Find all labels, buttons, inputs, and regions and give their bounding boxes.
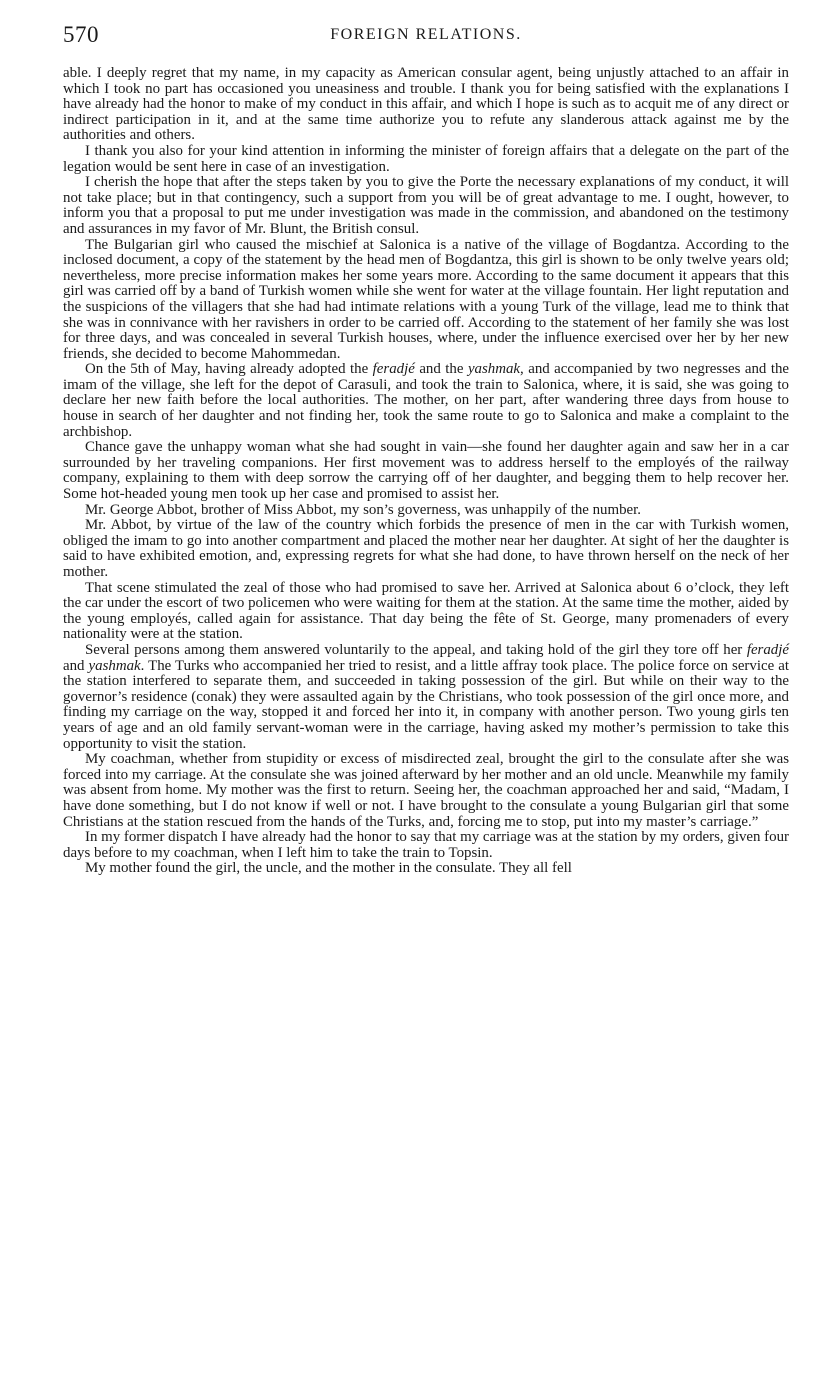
body-paragraph — [63, 175, 789, 237]
page-header — [63, 22, 789, 48]
text-run: Several persons among them answered voluntarily to the appeal, and taking hold of the girl they tore off her — [85, 641, 747, 658]
page-number: 570 — [63, 22, 99, 47]
body-paragraph — [63, 518, 789, 580]
italic-term: feradjé — [746, 641, 789, 658]
text-run: Mr. George Abbot, brother of Miss Abbot, my son’s governess, was unhappily of the number. — [85, 501, 642, 518]
body-paragraph — [63, 503, 789, 519]
text-run: Chance gave the unhappy woman what she had sought in vain—she found her daughter again and saw her in a car surrounded by her traveling companions. Her first movement was to address herself to the employés of the railway company, explaining to them with deep sorrow the carrying off of her daughter, and begging them to help recover her. Some hot-headed young men took up her case and promised to assist her. — [63, 439, 789, 503]
text-run: On the 5th of May, having already adopted the — [85, 361, 373, 378]
body-paragraph — [63, 144, 789, 175]
text-run: able. I deeply regret that my name, in my capacity as American consular agent, being unjustly attached to an affair in which I took no part has occasioned you uneasiness and trouble. I thank you for being satisfied with the explanations I have already had the honor to make of my conduct in this affair, and which I hope is such as to acquit me of any direct or indirect participation in it, and at the same time authorize you to refute any slanderous attack against me by the authorities and others. — [63, 65, 789, 144]
text-run: My coachman, whether from stupidity or excess of misdirected zeal, brought the girl to the consulate after she was forced into my carriage. At the consulate she was joined afterward by her mother and an old uncle. Meanwhile my family was absent from home. My mother was the first to return. Seeing her, the coachman approached her and said, “Madam, I have done something, but I do not know if well or not. I have brought to the consulate a young Bulgarian girl that some Christians at the station rescued from the hands of the Turks, and, forcing me to stop, put into my master’s carriage.” — [63, 751, 789, 830]
italic-term: yashmak — [88, 657, 141, 674]
text-run: and the — [414, 361, 468, 378]
text-run: and — [63, 657, 89, 674]
body-paragraph — [63, 66, 789, 144]
text-run: The Bulgarian girl who caused the mischief at Salonica is a native of the village of Bogdantza. According to the inclosed document, a copy of the statement by the head men of Bogdantza, this girl is shown to be only twelve years old; nevertheless, more precise information makes her some years more. According to the same document it appears that this girl was carried off by a band of Turkish women while she went for water at the village fountain. Her light reputation and the suspicions of the villagers that she had had intimate relations with a young Turk of the village, lead me to think that she was in connivance with her ravishers in order to be carried off. According to the statement of her family she was lost for three days, and was concealed in several Turkish houses, where, under the influence exercised over her by her new friends, she decided to become Mahommedan. — [63, 236, 789, 362]
running-title: FOREIGN RELATIONS. — [330, 26, 522, 43]
body-paragraph — [63, 643, 789, 752]
body-paragraph — [63, 440, 789, 502]
text-run: , and accompanied by two negresses and the imam of the village, she left for the depot of Carasuli, and took the train to Salonica, where, it is said, she was going to declare her new faith before the local authorities. The mother, on her part, after wandering three days from house to house in search of her daughter and not finding her, took the same route to go to Salonica and make a complaint to the archbishop. — [63, 361, 790, 440]
text-run: . The Turks who accompanied her tried to resist, and a little affray took place. The police force on service at the station interfered to separate them, and succeeded in taking possession of the girl. But while on their way to the governor’s residence (conak) they were assaulted again by the Christians, who took possession of the girl once more, and finding my carriage on the way, stopped it and forced her into it, in company with another person. Two young girls ten years of age and an old family servant-woman were in the carriage, having asked my mother’s permission to take this opportunity to visit the station. — [63, 657, 789, 752]
text-run: In my former dispatch I have already had the honor to say that my carriage was at the station by my orders, given four days before to my coachman, when I left him to take the train to Topsin. — [63, 829, 789, 861]
italic-term: feradjé — [372, 361, 415, 378]
body-paragraph — [63, 752, 789, 830]
text-run: Mr. Abbot, by virtue of the law of the country which forbids the presence of men in the car with Turkish women, obliged the imam to go into another compartment and placed the mother near her daughter. At sight of her the daughter is said to have exhibited emotion, and, expressing regrets for what she had done, to have thrown herself on the neck of her mother. — [63, 517, 789, 580]
body-paragraph — [63, 581, 789, 643]
body-paragraph — [63, 362, 789, 440]
text-run: My mother found the girl, the uncle, and the mother in the consulate. They all fell — [85, 860, 572, 877]
italic-term: yashmak — [467, 361, 521, 378]
body-text — [63, 66, 789, 877]
text-run: That scene stimulated the zeal of those who had promised to save her. Arrived at Salonica about 6 o’clock, they left the car under the escort of two policemen who were waiting for them at the station. At the same time the mother, aided by the young employés, called again for assistance. That day being the fête of St. George, many promenaders of every nationality were at the station. — [63, 579, 789, 643]
text-run: I cherish the hope that after the steps taken by you to give the Porte the necessary explanations of my conduct, it will not take place; but in that contingency, such a support from you will be of great advantage to me. I ought, however, to inform you that a proposal to put me under investigation was made in the commission, and abandoned on the testimony and assurances in my favor of Mr. Blunt, the British consul. — [63, 174, 789, 237]
body-paragraph — [63, 861, 789, 877]
text-run: I thank you also for your kind attention in informing the minister of foreign affairs that a delegate on the part of the legation would be sent here in case of an investigation. — [63, 142, 789, 175]
body-paragraph — [63, 830, 789, 861]
body-paragraph — [63, 238, 789, 363]
